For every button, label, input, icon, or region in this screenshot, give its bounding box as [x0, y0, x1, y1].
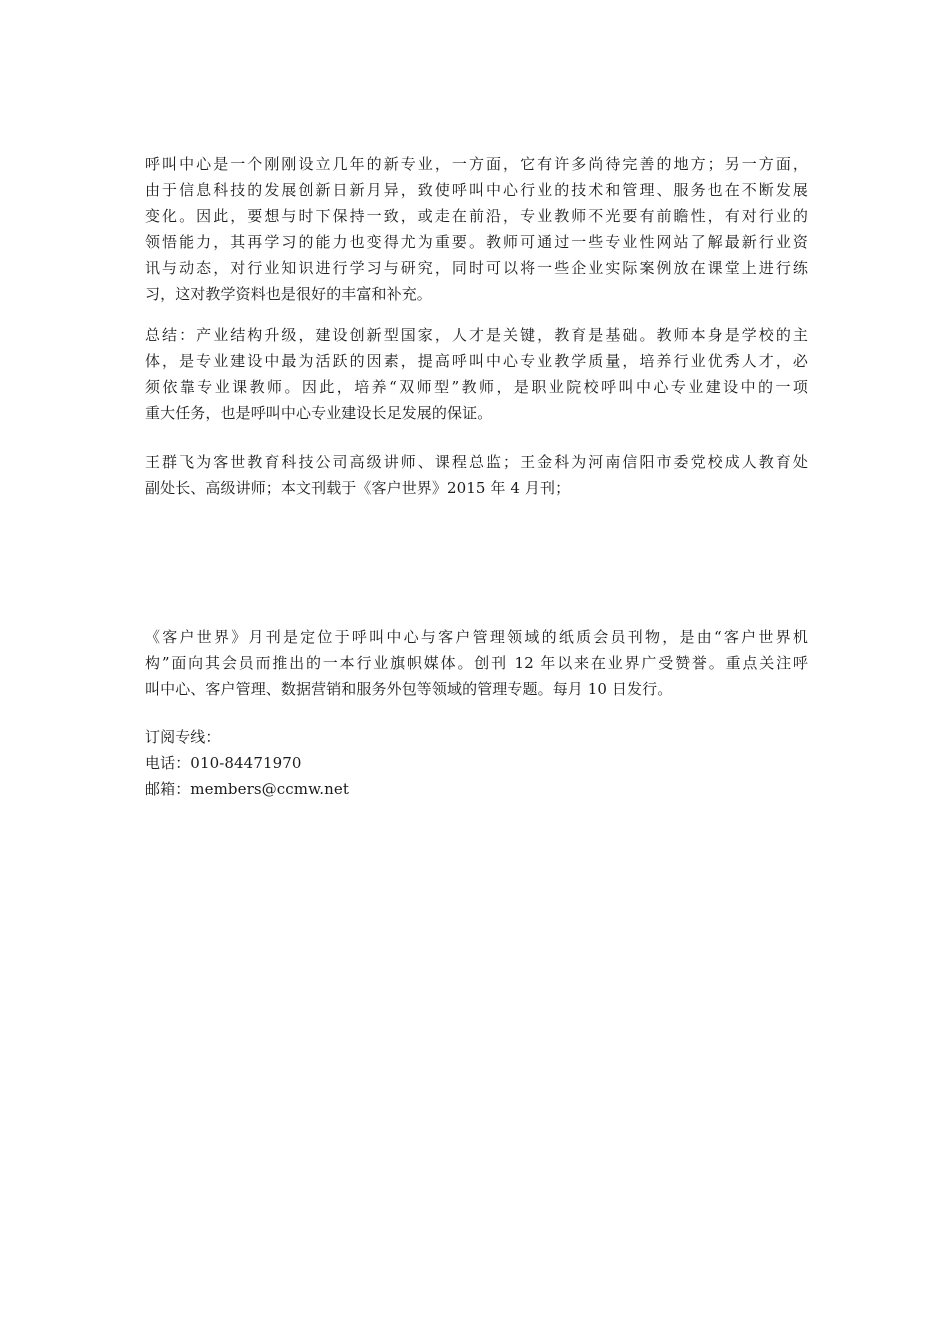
paragraph-line: 体，是专业建设中最为活跃的因素，提高呼叫中心专业教学质量，培养行业优秀人才，必	[145, 352, 808, 370]
paragraph-line: 重大任务，也是呼叫中心专业建设长足发展的保证。	[145, 404, 493, 422]
paragraph-line: 由于信息科技的发展创新日新月异，致使呼叫中心行业的技术和管理、服务也在不断发展	[145, 181, 808, 199]
paragraph-line: 总结：产业结构升级，建设创新型国家，人才是关键，教育是基础。教师本身是学校的主	[145, 326, 808, 344]
paragraph-line: 副处长、高级讲师；本文刊载于《客户世界》2015 年 4 月刊；	[145, 479, 571, 497]
paragraph-line: 讯与动态，对行业知识进行学习与研究，同时可以将一些企业实际案例放在课堂上进行练	[145, 259, 808, 277]
paragraph-line: 习，这对教学资料也是很好的丰富和补充。	[145, 285, 432, 303]
paragraph-line: 呼叫中心是一个刚刚设立几年的新专业，一方面，它有许多尚待完善的地方；另一方面，	[145, 155, 808, 173]
paragraph-line: 《客户世界》月刊是定位于呼叫中心与客户管理领域的纸质会员刊物，是由“客户世界机	[145, 628, 808, 646]
paragraph-curriculum-challenges	[145, 151, 808, 307]
paragraph-magazine-intro	[145, 624, 808, 702]
subscription-email: 邮箱：members@ccmw.net	[145, 780, 349, 798]
subscription-heading: 订阅专线：	[145, 728, 221, 746]
subscription-contact	[145, 724, 808, 802]
subscription-phone: 电话：010-84471970	[145, 754, 302, 772]
paragraph-author-info	[145, 449, 808, 501]
paragraph-line: 王群飞为客世教育科技公司高级讲师、课程总监；王金科为河南信阳市委党校成人教育处	[145, 453, 808, 471]
paragraph-line: 领悟能力，其再学习的能力也变得尤为重要。教师可通过一些专业性网站了解最新行业资	[145, 233, 808, 251]
paragraph-line: 须依靠专业课教师。因此，培养“双师型”教师，是职业院校呼叫中心专业建设中的一项	[145, 378, 808, 396]
paragraph-line: 叫中心、客户管理、数据营销和服务外包等领域的管理专题。每月 10 日发行。	[145, 680, 673, 698]
paragraph-line: 构”面向其会员而推出的一本行业旗帜媒体。创刊 12 年以来在业界广受赞誉。重点关注呼	[145, 654, 808, 672]
paragraph-summary	[145, 322, 808, 426]
paragraph-line: 变化。因此，要想与时下保持一致，或走在前沿，专业教师不光要有前瞻性，有对行业的	[145, 207, 808, 225]
